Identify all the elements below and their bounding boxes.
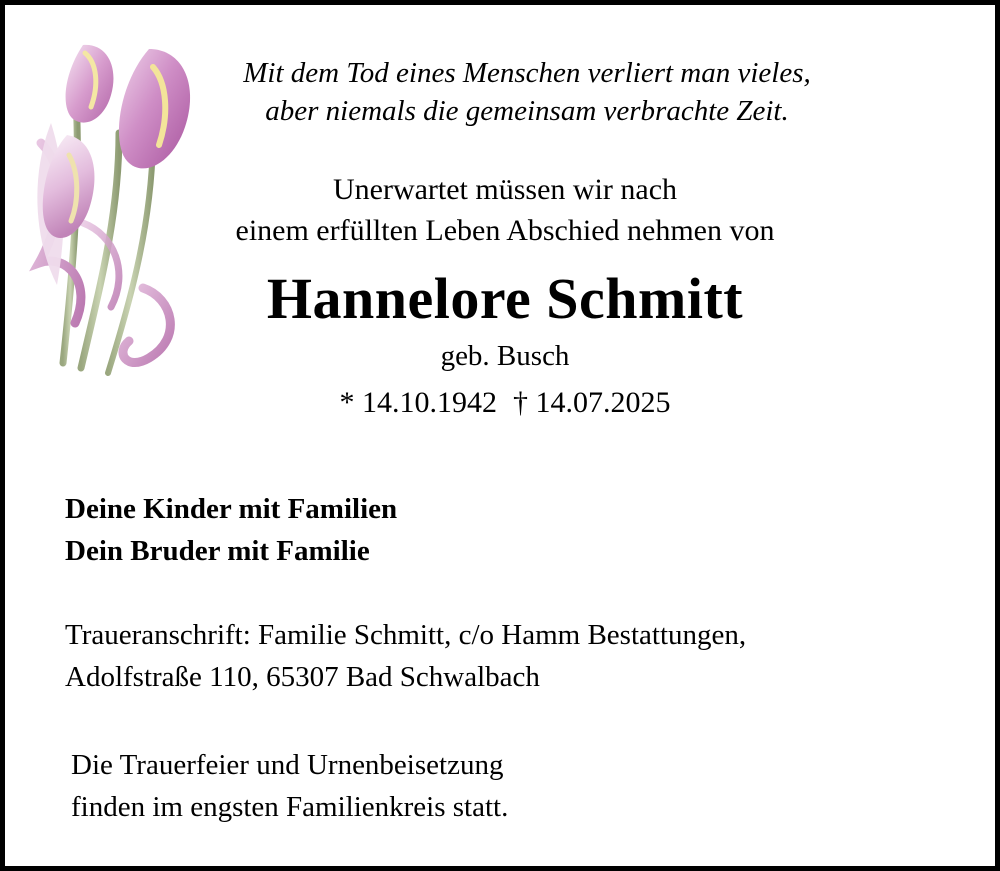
motto-line-2: aber niemals die gemeinsam verbrachte Zeit. [265, 95, 789, 128]
deceased-name: Hannelore Schmitt [266, 266, 744, 332]
ceremony-note [65, 744, 945, 828]
intro-text [65, 169, 945, 252]
mourner-line-2: Dein Bruder mit Familie [65, 535, 370, 568]
address-line-1: Traueranschrift: Familie Schmitt, c/o Hamm Bestattungen, [65, 619, 747, 652]
maiden-name: geb. Busch [440, 340, 570, 373]
notice-content [5, 5, 1000, 871]
life-dates [65, 386, 945, 420]
motto-line-1: Mit dem Tod eines Menschen verliert man vieles, [243, 57, 811, 89]
intro-line-2: einem erfüllten Leben Abschied nehmen von [235, 213, 775, 247]
intro-line-1: Unerwartet müssen wir nach [332, 172, 678, 206]
ceremony-line-2: finden im engsten Familienkreis statt. [71, 790, 509, 823]
address-line-2: Adolfstraße 110, 65307 Bad Schwalbach [65, 661, 540, 694]
birth-date: * 14.10.1942 [339, 386, 497, 420]
mourning-address [65, 614, 945, 698]
mourners-block [65, 488, 945, 572]
ceremony-line-1: Die Trauerfeier und Urnenbeisetzung [71, 748, 504, 781]
death-date: † 14.07.2025 [513, 386, 671, 420]
motto-quote [109, 54, 945, 131]
mourner-line-1: Deine Kinder mit Familien [65, 493, 398, 526]
